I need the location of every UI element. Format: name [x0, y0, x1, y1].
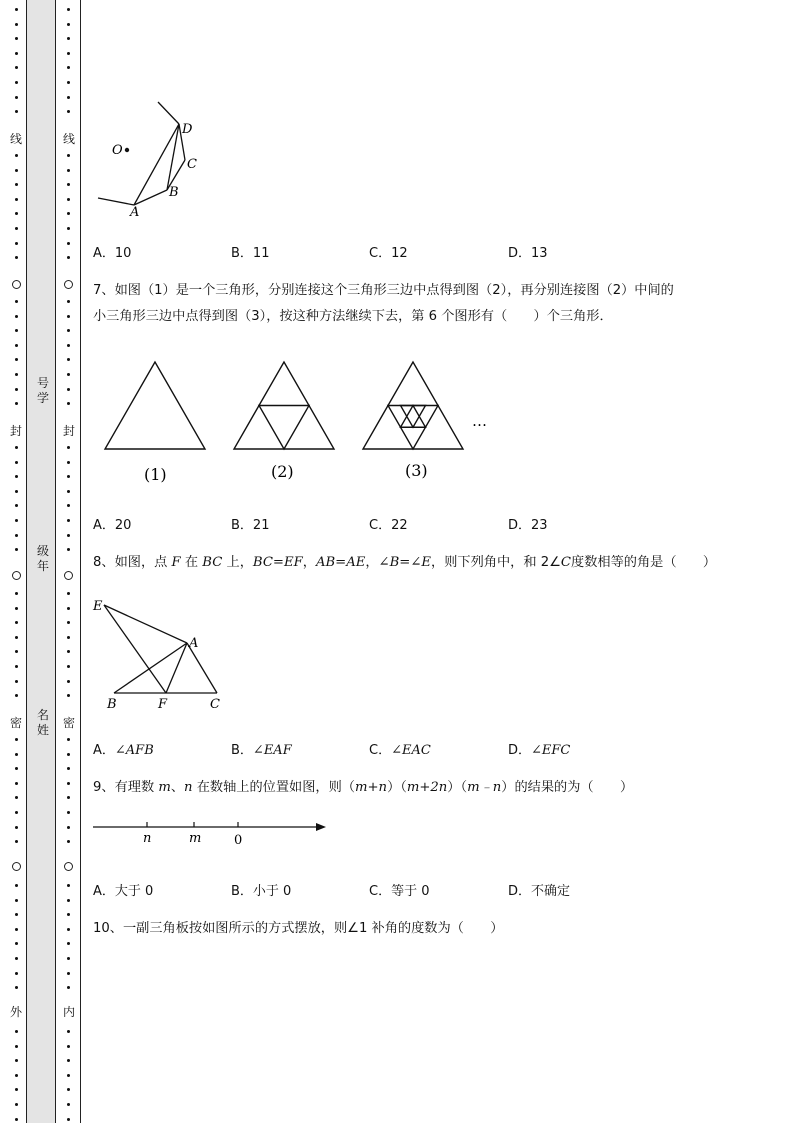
- margin-dot: [67, 884, 70, 887]
- margin-dot: [15, 402, 18, 405]
- margin-dot: [67, 96, 70, 99]
- q8-stem-cond2: AB=AE: [315, 555, 366, 570]
- outer-mark-mi: 密: [9, 716, 22, 730]
- margin-dot: [67, 782, 70, 785]
- inner-mark-nei: 内: [62, 1005, 75, 1019]
- margin-dot: [67, 110, 70, 113]
- margin-dot: [67, 169, 70, 172]
- margin-dot: [15, 388, 18, 391]
- margin-dot: [15, 183, 18, 186]
- margin-dot: [15, 1088, 18, 1091]
- q8-label-b: B: [107, 697, 117, 712]
- margin-dot: [67, 37, 70, 40]
- inner-ring-1: [64, 280, 73, 289]
- margin-dot: [15, 826, 18, 829]
- margin-dot: [15, 519, 18, 522]
- q8-stem-f: F: [171, 555, 181, 570]
- q8-stem-c: C: [560, 555, 572, 570]
- q6-point-o: [125, 148, 129, 152]
- margin-dot: [15, 972, 18, 975]
- q7-stem-line1: 7、如图（1）是一个三角形，分别连接这个三角形三边中点得到图（2），再分别连接图（2）中间的: [93, 283, 674, 298]
- q8-stem: [93, 551, 716, 575]
- margin-dot: [67, 928, 70, 931]
- inner-mark-feng: 封: [62, 424, 75, 438]
- outer-ring-1: [12, 280, 21, 289]
- margin-dot: [67, 621, 70, 624]
- q9-stem-c: 在数轴上的位置如图，则（: [196, 780, 355, 795]
- margin-dot: [67, 475, 70, 478]
- q8-option-b: [231, 739, 292, 758]
- q8-option-d: [508, 739, 570, 758]
- label-student-number: 号学: [36, 376, 49, 405]
- margin-dot: [15, 1045, 18, 1048]
- inner-ring-3: [64, 862, 73, 871]
- margin-dot: [67, 665, 70, 668]
- margin-dot: [15, 592, 18, 595]
- q6-label-c: C: [187, 157, 197, 172]
- q8-segment-ea: [104, 605, 187, 643]
- margin-dot: [67, 446, 70, 449]
- q8-stem-mid1: 在: [184, 555, 199, 570]
- q6-label-o: O: [112, 143, 123, 158]
- label-name: 名姓: [36, 708, 49, 737]
- q9-stem-b: 、: [170, 780, 185, 795]
- margin-dot: [67, 534, 70, 537]
- outer-mark-wai: 外: [9, 1005, 22, 1019]
- margin-dot: [67, 227, 70, 230]
- margin-dot: [15, 534, 18, 537]
- margin-dot: [67, 738, 70, 741]
- margin-dot: [67, 1074, 70, 1077]
- margin-dot: [67, 796, 70, 799]
- margin-dot: [15, 767, 18, 770]
- q9-stem-f: ）的结果的为（ ）: [501, 780, 634, 795]
- margin-dot: [67, 66, 70, 69]
- q9-stem-expr3: m﹣n: [467, 780, 502, 795]
- q8-option-c-letter: C．: [369, 743, 392, 758]
- q6-option-b: B．11: [231, 246, 270, 261]
- q6-option-d: D．13: [508, 246, 548, 261]
- margin-dot: [15, 242, 18, 245]
- q6-segment-ab: [134, 190, 167, 205]
- inner-mark-xian: 线: [62, 132, 75, 146]
- q9-number-line: [90, 815, 335, 850]
- q7-figures: [100, 356, 500, 491]
- q7-caption-3: (3): [405, 461, 428, 480]
- q7-fig3-inner-inv: [401, 406, 426, 428]
- margin-dot: [15, 1103, 18, 1106]
- margin-dot: [15, 110, 18, 113]
- margin-dot: [67, 198, 70, 201]
- margin-dot: [15, 899, 18, 902]
- outer-ring-2: [12, 571, 21, 580]
- margin-dot: [15, 373, 18, 376]
- q8-label-c: C: [210, 697, 220, 712]
- margin-dot: [67, 1118, 70, 1121]
- q8-stem-suffix: ，则下列角中，和 2∠: [431, 555, 561, 570]
- q6-ray-left: [98, 198, 134, 205]
- margin-dot: [15, 913, 18, 916]
- q8-option-c: [369, 739, 431, 758]
- margin-dot: [67, 402, 70, 405]
- margin-dot: [67, 256, 70, 259]
- q8-segment-ef: [104, 605, 166, 693]
- margin-dot: [15, 694, 18, 697]
- q8-option-d-letter: D．: [508, 743, 532, 758]
- margin-dot: [15, 8, 18, 11]
- q9-stem-e: ）（: [447, 780, 468, 795]
- q8-label-e: E: [93, 599, 103, 614]
- q9-axis-arrow: [316, 823, 326, 831]
- q9-option-d: D．不确定: [508, 884, 571, 899]
- q8-option-a-letter: A．: [93, 743, 115, 758]
- margin-right-rule: [80, 0, 81, 1123]
- q8-stem-cond3: ∠B=∠E: [378, 555, 432, 570]
- margin-dot: [67, 592, 70, 595]
- margin-dot: [67, 811, 70, 814]
- q8-label-a: A: [189, 636, 199, 651]
- q7-option-d: D．23: [508, 518, 548, 533]
- margin-dot: [15, 636, 18, 639]
- q8-stem-cond1: BC=EF: [252, 555, 303, 570]
- margin-dot: [67, 650, 70, 653]
- q7-option-a: A．20: [93, 518, 132, 533]
- margin-dot: [67, 840, 70, 843]
- margin-dot: [15, 169, 18, 172]
- q7-fig2-middle: [259, 406, 309, 450]
- margin-dot: [15, 840, 18, 843]
- margin-dot: [15, 329, 18, 332]
- margin-dot: [15, 548, 18, 551]
- outer-mark-xian: 线: [9, 132, 22, 146]
- q9-stem-d: ）（: [387, 780, 407, 795]
- q9-label-zero: 0: [234, 833, 243, 848]
- margin-dot: [15, 621, 18, 624]
- margin-dot: [67, 607, 70, 610]
- margin-dot: [67, 358, 70, 361]
- margin-dot: [67, 942, 70, 945]
- q7-option-c: C．22: [369, 518, 408, 533]
- margin-dot: [67, 490, 70, 493]
- margin-dot: [67, 344, 70, 347]
- q9-label-m: m: [189, 831, 202, 846]
- margin-dot: [67, 1088, 70, 1091]
- margin-dot: [67, 899, 70, 902]
- q10-stem: 10、一副三角板按如图所示的方式摆放，则∠1 补角的度数为（ ）: [93, 921, 504, 936]
- q8-stem-sep2: ，: [365, 555, 379, 570]
- margin-dot: [67, 986, 70, 989]
- inner-mark-mi: 密: [62, 716, 75, 730]
- q6-label-a: A: [130, 205, 140, 220]
- q7-fig3-inner: [401, 406, 426, 428]
- margin-dot: [67, 1030, 70, 1033]
- margin-dot: [67, 1045, 70, 1048]
- margin-dot: [67, 23, 70, 26]
- margin-dot: [67, 826, 70, 829]
- margin-dot: [15, 1059, 18, 1062]
- margin-dot: [67, 972, 70, 975]
- q8-option-b-angle: ∠EAF: [252, 743, 292, 758]
- margin-dot: [15, 52, 18, 55]
- margin-dot: [67, 694, 70, 697]
- margin-dot: [67, 373, 70, 376]
- margin-dot: [67, 461, 70, 464]
- margin-dot: [15, 212, 18, 215]
- margin-dot: [15, 607, 18, 610]
- outer-ring-3: [12, 862, 21, 871]
- margin-dot: [15, 344, 18, 347]
- margin-dot: [67, 242, 70, 245]
- margin-dot: [15, 461, 18, 464]
- q8-stem-sep1: ，: [302, 555, 316, 570]
- outer-mark-feng: 封: [9, 424, 22, 438]
- margin-dot: [15, 811, 18, 814]
- q8-stem-bc: BC: [202, 555, 223, 570]
- q7-ellipsis: …: [472, 412, 487, 430]
- q6-figure: [90, 95, 220, 220]
- q7-caption-2: (2): [271, 462, 294, 481]
- q9-stem-expr2: m+2n: [406, 780, 448, 795]
- q9-option-c: C．等于 0: [369, 884, 430, 899]
- margin-dot: [15, 942, 18, 945]
- q8-label-f: F: [158, 697, 168, 712]
- margin-dot: [67, 329, 70, 332]
- margin-dot: [15, 504, 18, 507]
- margin-dot: [67, 388, 70, 391]
- margin-dot: [67, 154, 70, 157]
- margin-dot: [67, 753, 70, 756]
- margin-dot: [67, 680, 70, 683]
- q7-stem-line2: 小三角形三边中点得到图（3），按这种方法继续下去，第 6 个图形有（ ）个三角形．: [93, 309, 613, 324]
- q6-label-b: B: [169, 185, 179, 200]
- q6-option-c: C．12: [369, 246, 408, 261]
- margin-dot: [15, 256, 18, 259]
- margin-dot: [67, 81, 70, 84]
- q8-option-d-angle: ∠EFC: [531, 743, 571, 758]
- margin-dot: [15, 227, 18, 230]
- margin-dot: [67, 315, 70, 318]
- margin-dot: [15, 1118, 18, 1121]
- margin-dot: [15, 475, 18, 478]
- margin-dot: [15, 446, 18, 449]
- margin-dot: [15, 66, 18, 69]
- margin-dot: [15, 665, 18, 668]
- margin-dot: [15, 782, 18, 785]
- q9-option-a: A．大于 0: [93, 884, 154, 899]
- margin-dot: [15, 796, 18, 799]
- margin-dot: [15, 650, 18, 653]
- margin-dot: [67, 1103, 70, 1106]
- margin-dot: [67, 212, 70, 215]
- q9-label-n: n: [143, 831, 152, 846]
- margin-dot: [67, 8, 70, 11]
- q9-stem-expr1: m+n: [355, 780, 388, 795]
- q9-option-b: B．小于 0: [231, 884, 292, 899]
- margin-dot: [67, 52, 70, 55]
- margin-dot: [15, 986, 18, 989]
- q9-stem-n: n: [184, 780, 193, 795]
- q7-fig1-triangle: [105, 362, 205, 449]
- margin-dot: [15, 37, 18, 40]
- q6-label-d: D: [182, 122, 193, 137]
- margin-dot: [15, 81, 18, 84]
- q9-stem: [93, 776, 633, 800]
- margin-dot: [15, 490, 18, 493]
- q7-caption-1: (1): [144, 465, 167, 484]
- margin-dot: [67, 957, 70, 960]
- inner-ring-2: [64, 571, 73, 580]
- margin-dot: [15, 957, 18, 960]
- margin-dot: [67, 183, 70, 186]
- margin-dot: [15, 738, 18, 741]
- margin-dot: [67, 913, 70, 916]
- margin-dot: [15, 198, 18, 201]
- margin-dot: [15, 96, 18, 99]
- margin-dot: [15, 884, 18, 887]
- q7-option-b: B．21: [231, 518, 270, 533]
- margin-dot: [15, 358, 18, 361]
- margin-dot: [15, 753, 18, 756]
- q9-stem-m: m: [158, 780, 171, 795]
- q6-ray-top: [158, 102, 179, 124]
- q8-option-a-angle: ∠AFB: [114, 743, 154, 758]
- q6-option-a: A．10: [93, 246, 132, 261]
- label-grade: 级年: [36, 544, 49, 573]
- margin-dot: [67, 548, 70, 551]
- q8-option-b-letter: B．: [231, 743, 253, 758]
- margin-dot: [15, 315, 18, 318]
- q8-option-c-angle: ∠EAC: [391, 743, 431, 758]
- q8-stem-prefix: 8、如图，点: [93, 555, 168, 570]
- margin-dot: [15, 680, 18, 683]
- margin-dot: [67, 300, 70, 303]
- q9-stem-a: 9、有理数: [93, 780, 155, 795]
- margin-dot: [67, 519, 70, 522]
- margin-dot: [15, 300, 18, 303]
- q8-stem-end: 度数相等的角是（ ）: [571, 555, 717, 570]
- margin-dot: [15, 928, 18, 931]
- margin-dot: [67, 767, 70, 770]
- q8-option-a: [93, 739, 154, 758]
- q8-stem-mid2: 上，: [226, 555, 253, 570]
- margin-dot: [15, 154, 18, 157]
- margin-dot: [67, 504, 70, 507]
- margin-dot: [15, 1074, 18, 1077]
- margin-dot: [15, 23, 18, 26]
- margin-dot: [67, 1059, 70, 1062]
- margin-dot: [67, 636, 70, 639]
- margin-dot: [15, 1030, 18, 1033]
- q8-figure: [90, 593, 230, 713]
